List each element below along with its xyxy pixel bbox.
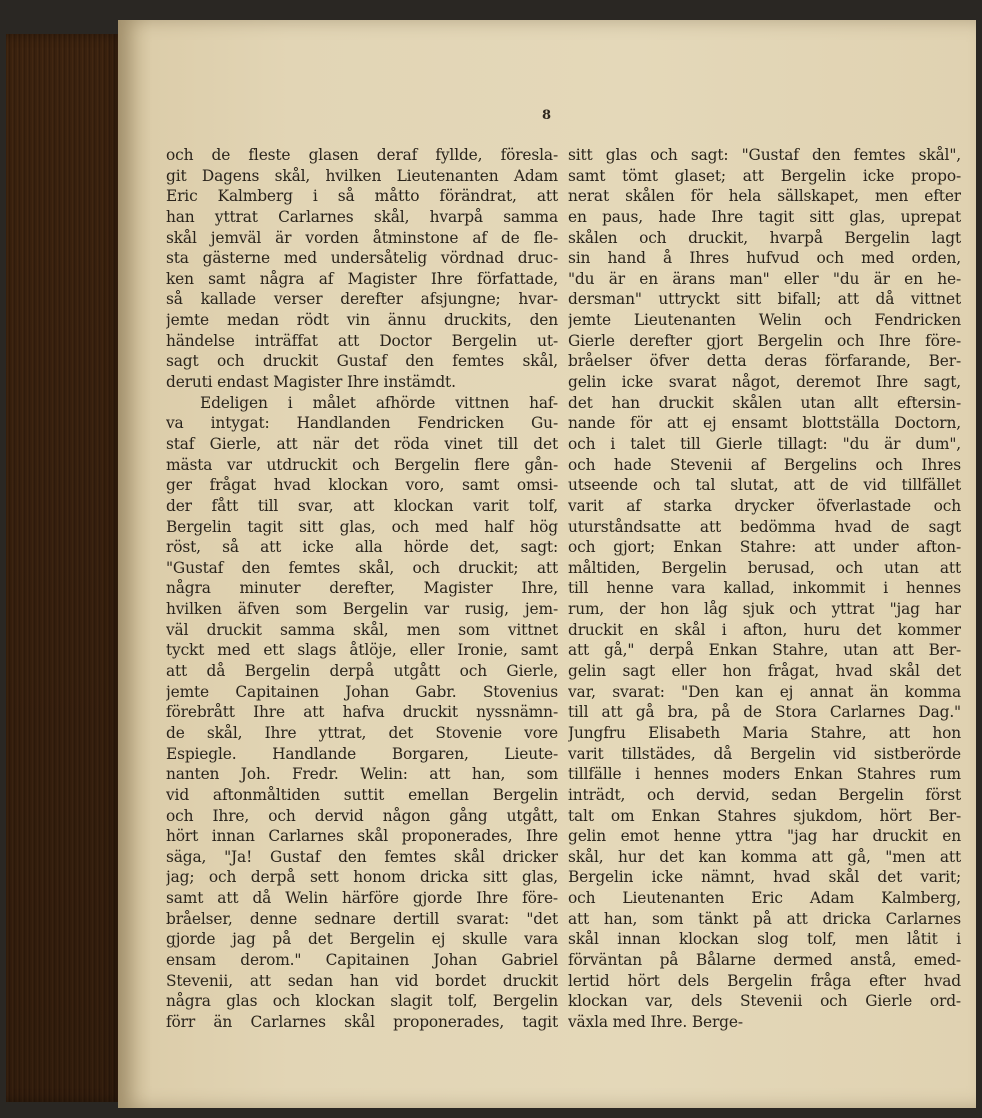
text-line: rum, der hon låg sjuk och yttrat "jag har: [568, 600, 961, 619]
text-line: en paus, hade Ihre tagit sitt glas, uprepat: [568, 207, 961, 226]
text-line: och hade Stevenii af Bergelins och Ihres: [568, 455, 961, 474]
text-line: git Dagens skål, hvilken Lieutenanten Adam: [166, 166, 558, 185]
text-line: förebrått Ihre att hafva druckit nyssnämn-: [166, 703, 558, 722]
text-line: hvilken äfven som Bergelin var rusig, jem-: [166, 600, 558, 619]
text-line: jemte Lieutenanten Welin och Fendricken: [568, 311, 961, 330]
text-line: skålen och druckit, hvarpå Bergelin lagt: [568, 228, 961, 247]
text-line: der fått till svar, att klockan varit tolf,: [166, 496, 558, 515]
text-line: han yttrat Carlarnes skål, hvarpå samma: [166, 207, 558, 226]
text-line: jemte medan rödt vin ännu druckits, den: [166, 311, 558, 330]
text-line: att han, som tänkt på att dricka Carlarnes: [568, 909, 961, 928]
text-line: händelse inträffat att Doctor Bergelin ut-: [166, 331, 558, 350]
text-line: hört innan Carlarnes skål proponerades, Ihre: [166, 827, 558, 846]
text-line: ger frågat hvad klockan voro, samt omsi-: [166, 476, 558, 495]
text-line: va intygat: Handlanden Fendricken Gu-: [166, 414, 558, 433]
text-line: dersman" uttryckt sitt bifall; att då vittnet: [568, 290, 961, 309]
text-line: "Gustaf den femtes skål, och druckit; att: [166, 558, 558, 577]
text-line: till henne vara kallad, inkommit i hennes: [568, 579, 961, 598]
text-line: var, svarat: "Den kan ej annat än komma: [568, 682, 961, 701]
text-line: gelin emot henne yttra "jag har druckit en: [568, 827, 961, 846]
text-line: gjorde jag på det Bergelin ej skulle vara: [166, 930, 558, 949]
text-line: skål innan klockan slog tolf, men låtit i: [568, 930, 961, 949]
text-line: att gå," derpå Enkan Stahre, utan att Ber-: [568, 641, 961, 660]
text-line: samt att då Welin härföre gjorde Ihre före-: [166, 889, 558, 908]
text-line: förväntan på Bålarne dermed anstå, emed-: [568, 950, 961, 969]
text-line: till att gå bra, på de Stora Carlarnes Dag.": [568, 703, 961, 722]
text-line: bråelser, denne sednare dertill svarat: "det: [166, 909, 558, 928]
text-line: det han druckit skålen utan allt eftersin-: [568, 393, 961, 412]
text-line: Edeligen i målet afhörde vittnen haf-: [200, 393, 558, 412]
text-line: så kallade verser derefter afsjungne; hvar-: [166, 290, 558, 309]
text-line: skål, hur det kan komma att gå, "men att: [568, 847, 961, 866]
text-line: Bergelin icke nämnt, hvad skål det varit;: [568, 868, 961, 887]
text-line: varit af starka drycker öfverlastade och: [568, 496, 961, 515]
text-line: jag; och derpå sett honom dricka sitt glas,: [166, 868, 558, 887]
text-line: tyckt med ett slags åtlöje, eller Ironie, samt: [166, 641, 558, 660]
text-line: ensam derom." Capitainen Johan Gabriel: [166, 950, 558, 969]
text-line: sta gästerne med undersåtelig vördnad druc-: [166, 249, 558, 268]
text-line: vid aftonmåltiden suttit emellan Bergelin: [166, 785, 558, 804]
book-page-edges: [6, 34, 124, 1102]
text-line: några glas och klockan slagit tolf, Bergelin: [166, 992, 558, 1011]
text-line: sin hand å Ihres hufvud och med orden,: [568, 249, 961, 268]
text-line: väl druckit samma skål, men som vittnet: [166, 620, 558, 639]
text-line: talt om Enkan Stahres sjukdom, hört Ber-: [568, 806, 961, 825]
text-line: förr än Carlarnes skål proponerades, tagit: [166, 1012, 558, 1031]
text-line: några minuter derefter, Magister Ihre,: [166, 579, 558, 598]
text-line: växla med Ihre. Berge-: [568, 1012, 743, 1031]
text-line: utseende och tal slutat, att de vid tillfället: [568, 476, 961, 495]
text-line: skål jemväl är vorden åtminstone af de fle-: [166, 228, 558, 247]
text-line: måltiden, Bergelin berusad, och utan att: [568, 558, 961, 577]
text-line: nanten Joh. Fredr. Welin: att han, som: [166, 765, 558, 784]
text-line: deruti endast Magister Ihre instämdt.: [166, 373, 456, 392]
text-line: ken samt några af Magister Ihre författade,: [166, 269, 558, 288]
text-line: gelin sagt eller hon frågat, hvad skål det: [568, 662, 961, 681]
text-line: samt tömt glaset; att Bergelin icke propo-: [568, 166, 961, 185]
text-line: tillfälle i hennes moders Enkan Stahres rum: [568, 765, 961, 784]
text-line: säga, "Ja! Gustaf den femtes skål dricker: [166, 847, 558, 866]
text-line: bråelser öfver detta deras förfarande, Ber-: [568, 352, 961, 371]
text-line: varit tillstädes, då Bergelin vid sistberörde: [568, 744, 961, 763]
text-line: och gjort; Enkan Stahre: att under afton-: [568, 538, 961, 557]
text-line: Gierle derefter gjort Bergelin och Ihre före-: [568, 331, 961, 350]
text-line: sagt och druckit Gustaf den femtes skål,: [166, 352, 558, 371]
text-line: inträdt, och dervid, sedan Bergelin först: [568, 785, 961, 804]
text-line: "du är en ärans man" eller "du är en he-: [568, 269, 961, 288]
text-line: och i talet till Gierle tillagt: "du är dum",: [568, 434, 961, 453]
text-line: och de fleste glasen deraf fyllde, föresla-: [166, 146, 558, 164]
text-line: uturståndsatte att bedömma hvad de sagt: [568, 517, 961, 536]
text-line: Eric Kalmberg i så måtto förändrat, att: [166, 187, 558, 206]
text-line: att då Bergelin derpå utgått och Gierle,: [166, 662, 558, 681]
page-number: 8: [542, 108, 552, 123]
text-line: mästa var utdruckit och Bergelin flere gån-: [166, 455, 558, 474]
text-line: jemte Capitainen Johan Gabr. Stovenius: [166, 682, 558, 701]
text-line: och Ihre, och dervid någon gång utgått,: [166, 806, 558, 825]
text-line: röst, så att icke alla hörde det, sagt:: [166, 538, 558, 557]
right-text-column: [568, 145, 961, 1033]
text-line: sitt glas och sagt: "Gustaf den femtes skål",: [568, 146, 961, 164]
text-line: Jungfru Elisabeth Maria Stahre, att hon: [568, 723, 961, 742]
text-line: och Lieutenanten Eric Adam Kalmberg,: [568, 889, 961, 908]
text-line: klockan var, dels Stevenii och Gierle ord-: [568, 992, 961, 1011]
left-text-column: [166, 145, 558, 1033]
text-line: staf Gierle, att när det röda vinet till det: [166, 434, 558, 453]
text-line: lertid hört dels Bergelin fråga efter hvad: [568, 971, 961, 990]
text-line: druckit en skål i afton, huru det kommer: [568, 620, 961, 639]
text-line: Bergelin tagit sitt glas, och med half hög: [166, 517, 558, 536]
text-line: nande för att ej ensamt blottställa Doctorn,: [568, 414, 961, 433]
text-line: gelin icke svarat något, deremot Ihre sagt,: [568, 373, 961, 392]
text-line: Stevenii, att sedan han vid bordet druckit: [166, 971, 558, 990]
text-line: de skål, Ihre yttrat, det Stovenie vore: [166, 723, 558, 742]
text-line: nerat skålen för hela sällskapet, men efter: [568, 187, 961, 206]
text-line: Espiegle. Handlande Borgaren, Lieute-: [166, 744, 558, 763]
